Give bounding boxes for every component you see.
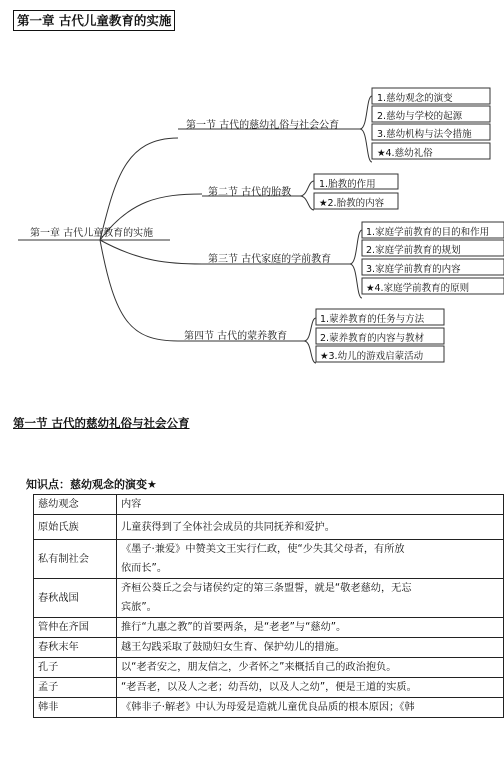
table-cell: 推行“九惠之教”的首要两条，是“老老”与“慈幼”。: [117, 618, 504, 638]
table-cell: 韩非: [34, 698, 117, 718]
table-row: [34, 618, 504, 638]
table-cell: 私有制社会: [34, 540, 117, 579]
table-cell: “老吾老，以及人之老；幼吾幼，以及人之幼”，便是王道的实质。: [117, 678, 504, 698]
mindmap-leaf: 2.慈幼与学校的起源: [377, 111, 463, 122]
table-header-cell: 内容: [117, 495, 504, 515]
section-heading: 第一节 古代的慈幼礼俗与社会公育: [13, 416, 190, 430]
table-cell-line: 宾旅”。: [121, 602, 157, 613]
table-cell: [117, 579, 504, 618]
table-cell-line: 依而长”。: [121, 563, 168, 574]
table-cell: 孟子: [34, 678, 117, 698]
chapter-heading: 第一章 古代儿童教育的实施: [13, 10, 175, 31]
table-row: [34, 658, 504, 678]
mindmap-leaf: ★4.慈幼礼俗: [377, 148, 433, 159]
table-cell-line: 《墨子·兼爱》中赞美文王实行仁政，使“少失其父母者，有所放: [121, 544, 405, 555]
table-cell: 管仲在齐国: [34, 618, 117, 638]
table-row: [34, 579, 504, 618]
mindmap-leaf: 1.蒙养教育的任务与方法: [320, 314, 425, 325]
table-cell: 春秋末年: [34, 638, 117, 658]
table-row: [34, 515, 504, 540]
table-cell: 儿童获得到了全体社会成员的共同抚养和爱护。: [117, 515, 504, 540]
mindmap-leaf: 1.慈幼观念的演变: [377, 93, 453, 104]
table-cell: 以“老者安之，朋友信之，少者怀之”来概括自己的政治抱负。: [117, 658, 504, 678]
table-cell: 原始氏族: [34, 515, 117, 540]
mindmap-leaf: 3.家庭学前教育的内容: [366, 264, 461, 275]
mindmap-leaf: 2.蒙养教育的内容与教材: [320, 333, 425, 344]
table-cell: 孔子: [34, 658, 117, 678]
mindmap-leaf: 1.胎教的作用: [319, 179, 376, 190]
table-row: [34, 678, 504, 698]
concept-table: [33, 494, 504, 718]
table-cell: 《韩非子·解老》中认为母爱是造就儿童优良品质的根本原因；《韩: [117, 698, 504, 718]
table-cell-line: 齐桓公葵丘之会与诸侯约定的第三条盟誓，就是“敬老慈幼，无忘: [121, 583, 412, 594]
mindmap-section-4: 第四节 古代的蒙养教育: [184, 331, 288, 342]
table-header-cell: 慈幼观念: [34, 495, 117, 515]
table-row: [34, 638, 504, 658]
mindmap-leaf: 2.家庭学前教育的规划: [366, 245, 461, 256]
mindmap-leaf: ★3.幼儿的游戏启蒙活动: [320, 351, 424, 362]
mindmap-section-2: 第二节 古代的胎教: [208, 187, 292, 198]
mindmap-section-3: 第三节 古代家庭的学前教育: [208, 254, 332, 265]
table-cell: [117, 540, 504, 579]
table-header-row: [34, 495, 504, 515]
mindmap-leaf: ★2.胎教的内容: [319, 198, 385, 209]
knowledge-point-title: 知识点：慈幼观念的演变★: [26, 478, 157, 491]
mindmap-section-1: 第一节 古代的慈幼礼俗与社会公育: [186, 120, 340, 131]
mindmap-leaf: 1.家庭学前教育的目的和作用: [366, 227, 490, 238]
table-cell: 春秋战国: [34, 579, 117, 618]
table-row: [34, 540, 504, 579]
mindmap-root: 第一章 古代儿童教育的实施: [30, 228, 154, 239]
mindmap-leaf: ★4.家庭学前教育的原则: [366, 283, 470, 294]
table-row: [34, 698, 504, 718]
mindmap-leaf: 3.慈幼机构与法令措施: [377, 129, 472, 140]
table-cell: 越王勾践采取了鼓励妇女生育、保护幼儿的措施。: [117, 638, 504, 658]
